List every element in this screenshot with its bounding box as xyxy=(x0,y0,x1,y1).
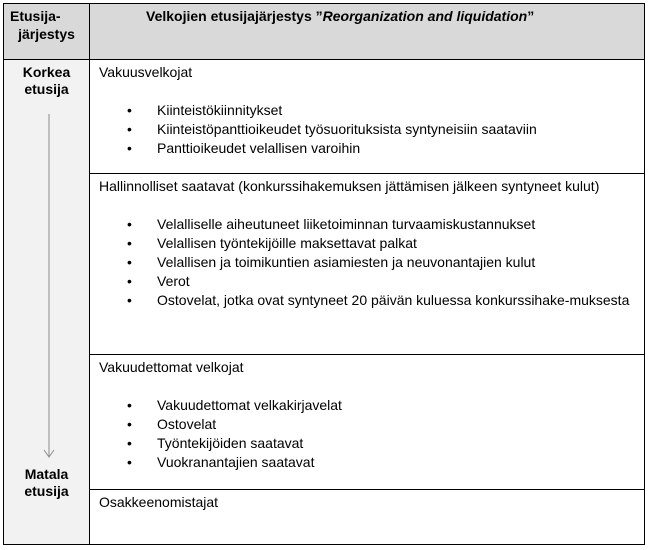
row-secured-creditors xyxy=(90,60,644,174)
high-priority-line1: Korkea xyxy=(22,64,71,80)
bullet-icon: • xyxy=(127,254,132,270)
row-items xyxy=(99,101,636,158)
row-title: Vakuusvelkojat xyxy=(99,64,193,80)
bullet-icon: • xyxy=(127,140,132,156)
bullet-icon: • xyxy=(127,216,132,232)
bullet-icon: • xyxy=(127,292,132,308)
header-title-italic: Reorganization and liquidation xyxy=(322,8,528,24)
list-item: • Velallisen työntekijöille maksettavat palkat xyxy=(127,235,417,251)
list-item: • Työntekijöiden saatavat xyxy=(127,435,304,451)
row-items xyxy=(99,215,636,310)
bullet-icon: • xyxy=(127,416,132,432)
list-item: • Ostovelat xyxy=(127,416,217,432)
list-item: • Kiinteistökiinnitykset xyxy=(127,102,283,118)
priority-header-line2: järjestys xyxy=(18,26,75,42)
row-administrative-claims xyxy=(90,174,644,355)
low-priority-line1: Matala xyxy=(24,466,69,482)
low-priority-line2: etusija xyxy=(24,483,69,499)
priority-column xyxy=(4,4,90,544)
table-header-title xyxy=(90,4,644,60)
row-title: Osakkeenomistajat xyxy=(99,494,219,510)
high-priority-line2: etusija xyxy=(24,81,69,97)
bullet-icon: • xyxy=(127,102,132,118)
low-priority-label xyxy=(4,466,89,500)
list-item: • Vuokranantajien saatavat xyxy=(127,454,315,470)
list-item: • Kiinteistöpanttioikeudet työsuorituksista syntyneisiin saataviin xyxy=(127,121,537,137)
list-item: • Velallisen ja toimikuntien asiamiesten ja neuvonantajien kulut xyxy=(127,254,536,270)
list-item: • Verot xyxy=(127,273,190,289)
header-title-prefix: Velkojien etusijajärjestys ” xyxy=(146,8,323,24)
bullet-icon: • xyxy=(127,454,132,470)
header-title-suffix: ” xyxy=(527,8,535,24)
row-unsecured-creditors xyxy=(90,355,644,490)
priority-table xyxy=(3,3,645,545)
row-title: Hallinnolliset saatavat (konkurssihakemuksen jättämisen jälkeen syntyneet kulut) xyxy=(99,178,600,194)
priority-header-line1: Etusija- xyxy=(10,8,61,24)
bullet-icon: • xyxy=(127,121,132,137)
down-arrow-icon xyxy=(4,4,89,464)
list-item: • Velalliselle aiheutuneet liiketoiminnan turvaamiskustannukset xyxy=(127,216,536,232)
row-shareholders xyxy=(90,490,644,544)
bullet-icon: • xyxy=(127,235,132,251)
list-item: • Vakuudettomat velkakirjavelat xyxy=(127,397,342,413)
bullet-icon: • xyxy=(127,435,132,451)
list-item: • Panttioikeudet velallisen varoihin xyxy=(127,140,361,156)
bullet-icon: • xyxy=(127,397,132,413)
row-title: Vakuudettomat velkojat xyxy=(99,359,244,375)
row-items xyxy=(99,396,636,472)
list-item: • Ostovelat, jotka ovat syntyneet 20 päivän kuluessa konkurssihake-muksesta xyxy=(127,292,630,308)
bullet-icon: • xyxy=(127,273,132,289)
